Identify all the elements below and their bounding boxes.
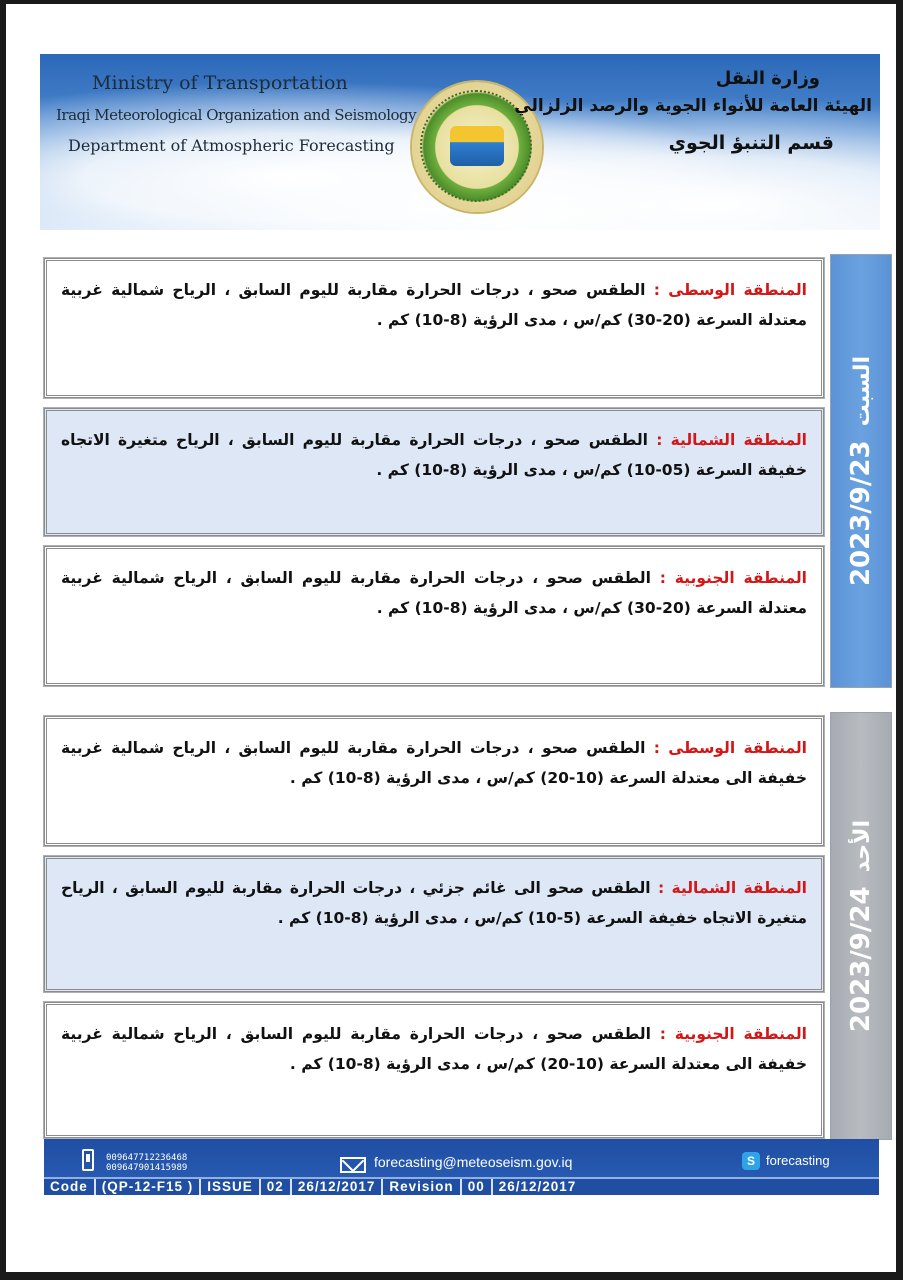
- logo-sun-water-icon: [450, 126, 504, 166]
- region-forecast-text: الطقس صحو الى غائم جزئي ، درجات الحرارة مقاربة لليوم السابق ، الرياح متغيرة الاتجاه خفيفة السرعة (5-10) كم/س ، مدى الرؤية (8-10) كم .: [61, 879, 807, 927]
- issue-date: 26/12/2017: [292, 1179, 384, 1195]
- region-forecast-text: الطقس صحو ، درجات الحرارة مقاربة لليوم السابق ، الرياح شمالية غربية معتدلة السرعة (20-30) كم/س ، مدى الرؤية (8-10) كم .: [61, 569, 807, 617]
- region-box-southern: [44, 1002, 824, 1138]
- issue-label: ISSUE: [201, 1179, 261, 1195]
- day-label-panel: [830, 712, 892, 1140]
- day-date: 2023/9/23: [846, 440, 876, 587]
- region-name: المنطقة الجنوبية :: [659, 1025, 807, 1043]
- organization-name-en: Iraqi Meteorological Organization and Seismology: [56, 106, 417, 124]
- region-box-central: [44, 258, 824, 398]
- code-label: Code: [44, 1179, 96, 1195]
- region-box-northern: [44, 856, 824, 992]
- ministry-name-en: Ministry of Transportation: [92, 72, 348, 94]
- header-banner: [40, 54, 880, 230]
- revision-number: 00: [462, 1179, 493, 1195]
- day-date: 2023/9/24: [846, 886, 876, 1033]
- region-name: المنطقة الشمالية :: [657, 879, 807, 897]
- region-forecast-text: الطقس صحو ، درجات الحرارة مقاربة لليوم السابق ، الرياح شمالية غربية خفيفة الى معتدلة السرعة (10-20) كم/س ، مدى الرؤية (8-10) كم .: [61, 739, 807, 787]
- document-code-bar: [44, 1177, 879, 1195]
- department-name-en: Department of Atmospheric Forecasting: [68, 136, 395, 155]
- region-box-southern: [44, 546, 824, 686]
- phone-number: 009647712236468: [106, 1153, 188, 1163]
- revision-date: 26/12/2017: [498, 1179, 577, 1194]
- day-name: السبت: [850, 355, 875, 427]
- issue-number: 02: [261, 1179, 292, 1195]
- day-name: الأحد: [850, 819, 875, 873]
- phone-icon: [82, 1149, 94, 1171]
- forecast-day-1: [44, 254, 892, 688]
- region-name: المنطقة الوسطى :: [653, 739, 807, 757]
- region-forecast-text: الطقس صحو ، درجات الحرارة مقاربة لليوم السابق ، الرياح شمالية غربية معتدلة السرعة (20-30) كم/س ، مدى الرؤية (8-10) كم .: [61, 281, 807, 329]
- day-label: [846, 356, 876, 586]
- day-label: [846, 820, 876, 1032]
- forecast-day-2: [44, 712, 892, 1140]
- department-name-ar: قسم التنبؤ الجوي: [668, 132, 834, 154]
- region-box-northern: [44, 408, 824, 536]
- region-name: المنطقة الجنوبية :: [659, 569, 807, 587]
- organization-name-ar: الهيئة العامة للأنواء الجوية والرصد الزلزالي: [514, 96, 872, 116]
- region-box-central: [44, 716, 824, 846]
- day-label-panel: [830, 254, 892, 688]
- mail-icon: [340, 1157, 366, 1173]
- region-name: المنطقة الشمالية :: [656, 431, 807, 449]
- skype-handle: forecasting: [766, 1153, 830, 1168]
- region-name: المنطقة الوسطى :: [653, 281, 807, 299]
- skype-icon: S: [742, 1152, 760, 1170]
- ministry-name-ar: وزارة النقل: [715, 68, 820, 89]
- phone-number: 009647901415989: [106, 1163, 188, 1173]
- email-address: forecasting@meteoseism.gov.iq: [374, 1154, 573, 1170]
- footer-bar: [44, 1139, 879, 1195]
- revision-label: Revision: [383, 1179, 461, 1195]
- region-forecast-text: الطقس صحو ، درجات الحرارة مقاربة لليوم السابق ، الرياح شمالية غربية خفيفة الى معتدلة السرعة (10-20) كم/س ، مدى الرؤية (8-10) كم .: [61, 1025, 807, 1073]
- document-page: [6, 4, 896, 1272]
- phone-numbers: [106, 1153, 187, 1173]
- region-forecast-text: الطقس صحو ، درجات الحرارة مقاربة لليوم السابق ، الرياح متغيرة الاتجاه خفيفة السرعة (05-10) كم/س ، مدى الرؤية (8-10) كم .: [61, 431, 807, 479]
- code-value: (QP-12-F15 ): [96, 1179, 202, 1195]
